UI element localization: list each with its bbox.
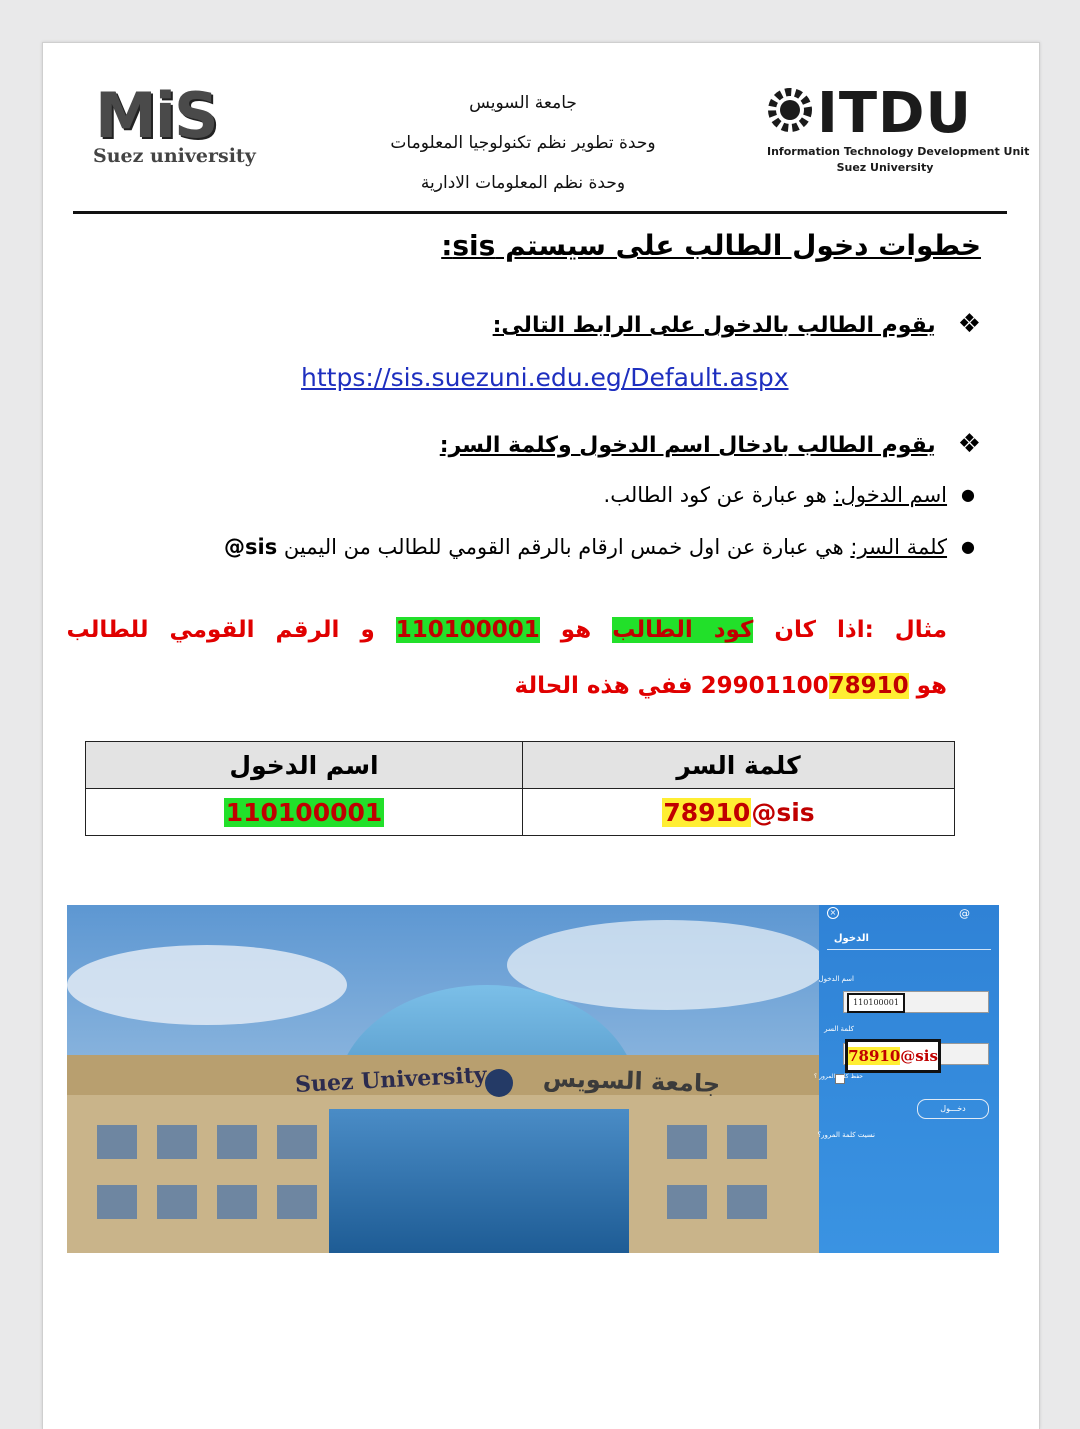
- mis-logo-text: MiS: [95, 79, 217, 152]
- password-input[interactable]: [845, 1039, 941, 1073]
- remember-label: حفظ كلمة المرور ؟: [814, 1073, 863, 1080]
- example-intro: مثال :اذا كان: [753, 617, 947, 643]
- page-title: خطوات دخول الطالب على سيستم sis:: [441, 229, 981, 262]
- password-input-digits: 78910: [848, 1047, 901, 1065]
- mis-logo: [93, 79, 283, 177]
- password-value-prefix: @sis: [751, 797, 815, 827]
- header-line-university: جامعة السويس: [469, 93, 577, 113]
- step-2: [440, 429, 981, 459]
- panel-divider: [827, 949, 991, 950]
- step-2-text: يقوم الطالب بادخال اسم الدخول وكلمة السر:: [439, 433, 936, 458]
- table-row: [86, 789, 955, 836]
- itdu-logo: [765, 81, 1030, 181]
- example-is-2: هو: [908, 673, 947, 699]
- username-value: 110100001: [225, 797, 383, 827]
- building-label-english: Suez University: [294, 1062, 488, 1098]
- credentials-table: [85, 741, 955, 836]
- table-header-row: [86, 742, 955, 789]
- table-cell-username: [86, 789, 523, 836]
- table-header-password: كلمة السر: [523, 742, 955, 789]
- username-field-label: اسم الدخول: [818, 975, 854, 983]
- itdu-logo-line2: Suez University: [836, 161, 934, 174]
- password-field-label: كلمة السر: [824, 1025, 854, 1033]
- table-header-username: اسم الدخول: [86, 742, 523, 789]
- language-icon[interactable]: @: [959, 907, 970, 920]
- example-code: 110100001: [395, 617, 540, 643]
- dot-bullet-icon: ●: [961, 537, 975, 556]
- dot-bullet-icon: ●: [961, 485, 975, 504]
- username-explanation: [604, 483, 975, 507]
- example-nid: [701, 673, 909, 699]
- password-tail: sis@: [224, 535, 278, 559]
- login-screenshot: [67, 905, 999, 1253]
- username-desc: هو عبارة عن كود الطالب.: [603, 483, 834, 507]
- example-nid-suffix: 78910: [828, 673, 909, 699]
- header-divider: [73, 211, 1007, 214]
- diamond-bullet-icon: ❖: [957, 429, 981, 459]
- table-cell-password: [523, 789, 955, 836]
- password-value-digits: 78910: [663, 797, 751, 827]
- building-label-arabic: جامعة السويس: [542, 1063, 721, 1099]
- password-explanation: [224, 535, 975, 559]
- username-input[interactable]: 110100001: [847, 993, 905, 1013]
- example-and-nid: و الرقم القومي للطالب: [66, 617, 396, 643]
- example-line-2: [515, 673, 947, 699]
- mis-logo-subtitle: Suez university: [93, 145, 256, 167]
- header-line-it-unit: وحدة تطوير نظم تكنولوجيا المعلومات: [390, 133, 656, 153]
- login-panel-title: الدخول: [833, 933, 869, 944]
- password-desc: هي عبارة عن اول خمس ارقام بالرقم القومي للطالب من اليمين: [277, 535, 851, 559]
- example-nid-prefix: 29901100: [700, 673, 829, 699]
- password-key: كلمة السر:: [850, 535, 948, 559]
- login-button[interactable]: دخـــول: [917, 1099, 989, 1119]
- gear-icon: [765, 85, 815, 135]
- forgot-password-link[interactable]: نسيت كلمة المرور؟: [817, 1131, 875, 1139]
- example-code-label: كود الطالب: [612, 617, 754, 643]
- document-page: [42, 42, 1040, 1429]
- header-arabic-lines: [323, 83, 723, 203]
- step-1: [493, 309, 981, 339]
- itdu-logo-text: ITDU: [817, 81, 972, 146]
- sis-link[interactable]: https://sis.suezuni.edu.eg/Default.aspx: [301, 363, 789, 392]
- example-line-1: [66, 617, 947, 643]
- itdu-logo-line1: Information Technology Development Unit: [767, 145, 1030, 158]
- username-key: اسم الدخول:: [833, 483, 948, 507]
- example-is: هو: [539, 617, 613, 643]
- diamond-bullet-icon: ❖: [957, 309, 981, 339]
- step-1-text: يقوم الطالب بالدخول على الرابط التالى:: [492, 313, 936, 338]
- close-icon[interactable]: ×: [827, 907, 839, 919]
- header-line-mis-unit: وحدة نظم المعلومات الادارية: [420, 173, 626, 193]
- example-in-this-case: ففي هذه الحالة: [514, 673, 701, 699]
- login-panel: [814, 905, 999, 1253]
- password-input-prefix: @sis: [900, 1047, 938, 1065]
